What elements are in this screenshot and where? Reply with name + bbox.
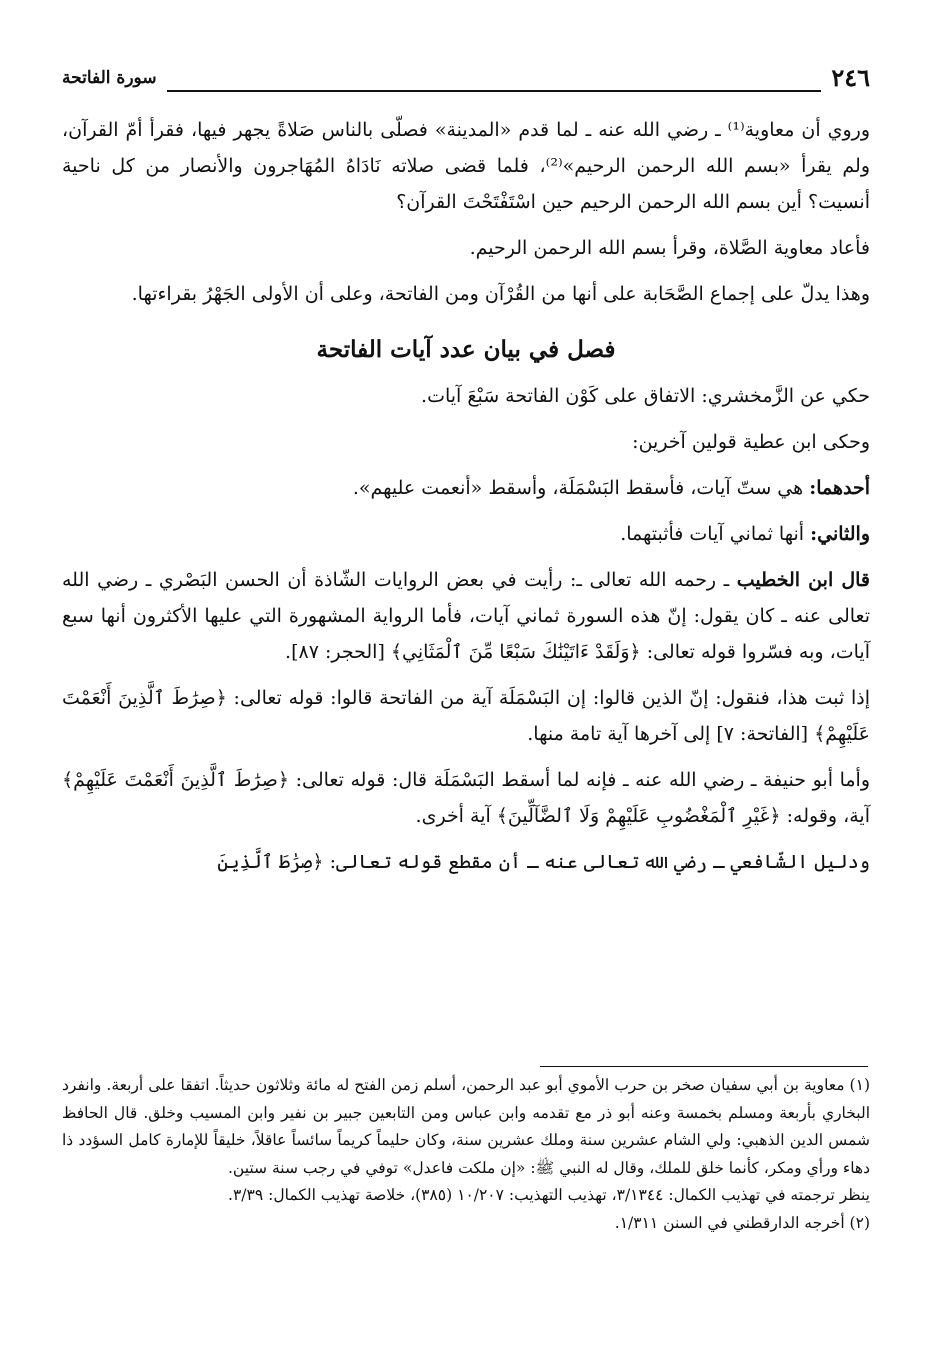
- paragraph-ibn-atiyya: وحكى ابن عطية قولين آخرين:: [632, 431, 870, 453]
- paragraph-repeat-prayer: فأعاد معاوية الصَّلاة، وقرأ بسم الله الرحمن الرحيم.: [469, 237, 870, 259]
- surah-title: سورة الفاتحة: [62, 68, 157, 88]
- paragraph-consensus: وهذا يدلّ على إجماع الصَّحَابة على أنها من القُرْآن ومن الفاتحة، وعلى أن الأولى الجَهْرُ بقراءتها.: [131, 283, 870, 305]
- paragraph-shafii: ودليل الشّافعي ـ رضي الله تعالى عنه ـ أن مقطع قوله تعالى: ﴿صِرَٰطَ ٱلَّذِينَ: [217, 851, 870, 873]
- paragraph-zamakhshari: حكي عن الزَّمخشري: الاتفاق على كَوْن الفاتحة سَبْعَ آيات.: [421, 385, 870, 407]
- main-text: [62, 112, 870, 890]
- footnotes: [62, 1072, 870, 1237]
- page-number: ٢٤٦: [831, 63, 870, 92]
- paragraph-first-opinion: [62, 470, 870, 506]
- ibn-khatib-label: قال ابن الخطيب: [736, 569, 871, 591]
- paragraph-ibn-khatib: [62, 562, 870, 670]
- footnote-2: (٢) أخرجه الدارقطني في السنن ١/٣١١.: [614, 1213, 870, 1232]
- second-opinion-label: والثاني:: [810, 523, 870, 545]
- section-heading: فصل في بيان عدد آيات الفاتحة: [316, 336, 616, 363]
- first-opinion-label: أحدهما:: [809, 477, 870, 499]
- footnote-1-references: ينظر ترجمته في تهذيب الكمال: ٣/١٣٤٤، تهذيب التهذيب: ١٠/٢٠٧ (٣٨٥)، خلاصة تهذيب الكمال: ٣/٣٩.: [228, 1186, 870, 1204]
- paragraph-abu-hanifa: وأما أبو حنيفة ـ رضي الله عنه ـ فإنه لما أسقط البَسْمَلَة قال: قوله تعالى: ﴿صِرَٰطَ ٱلَّذِينَ أَنْعَمْتَ عَلَيْهِمْ﴾ آية، وقوله: ﴿غَيْرِ ٱلْمَغْضُوبِ عَلَيْهِمْ وَلَا ٱلضَّآلِّينَ﴾ آية أخرى.: [62, 769, 870, 827]
- paragraph-second-opinion: [62, 516, 870, 552]
- header-rule: [167, 74, 822, 92]
- second-opinion-text: أنها ثماني آيات فأثبتهما.: [620, 523, 811, 545]
- paragraph-basmala-verse: إذا ثبت هذا، فنقول: إنّ الذين قالوا: إن البَسْمَلَة آية من الفاتحة قالوا: قوله تعالى: ﴿صِرَٰطَ ٱلَّذِينَ أَنْعَمْتَ عَلَيْهِمْ﴾ [الفاتحة: ٧] إلى آخرها آية تامة منها.: [62, 687, 870, 745]
- page-header: [62, 58, 870, 92]
- footnote-1: (١) معاوية بن أبي سفيان صخر بن حرب الأموي أبو عبد الرحمن، أسلم زمن الفتح له مائة وثلاثون حديثاً. اتفقا على أربعة. وانفرد البخاري بأربعة ومسلم بخمسة وعنه أبو ذر مع تقدمه وابن عباس ومن التابعين جبير بن نفير وابن المسيب وخلق. قال الحافظ شمس الدين الذهبي: ولي الشام عشرين سنة وملك عشرين سنة، وكان حليماً كريماً سائساً عاقلاً، خليقاً للإمارة كامل السؤدد ذا دهاء ورأي ومكر، كأنما خلق للملك، وقال له النبي ﷺ: «إن ملكت فاعدل» توفي في رجب سنة ستين.: [62, 1076, 870, 1177]
- footnote-separator: [540, 1066, 868, 1067]
- ibn-khatib-text: ـ رحمه الله تعالى ـ: رأيت في بعض الروايات الشّاذة أن الحسن البَصْري ـ رضي الله تعالى عنه ـ كان يقول: إنّ هذه السورة ثماني آيات، فأما الرواية المشهورة التي عليها الأكثرون أنها سبع آيات، وبه فسّروا قوله تعالى: ﴿وَلَقَدْ ءَاتَيْنَٰكَ سَبْعًا مِّنَ ٱلْمَثَانِي﴾ [الحجر: ٨٧].: [62, 569, 870, 663]
- first-opinion-text: هي ستّ آيات، فأسقط البَسْمَلَة، وأسقط «أنعمت عليهم».: [352, 477, 810, 499]
- paragraph-muawiya: وروي أن معاوية⁽¹⁾ ـ رضي الله عنه ـ لما قدم «المدينة» فصلّى بالناس صَلاةً يجهر فيها، فقرأ أمّ القرآن، ولم يقرأ «بسم الله الرحمن الرحيم»⁽²⁾، فلما قضى صلاته نَادَاهُ المُهَاجرون والأنصار من كل ناحية أنسيت؟ أين بسم الله الرحمن الرحيم حين اسْتَفْتَحْتَ القرآن؟: [62, 119, 870, 213]
